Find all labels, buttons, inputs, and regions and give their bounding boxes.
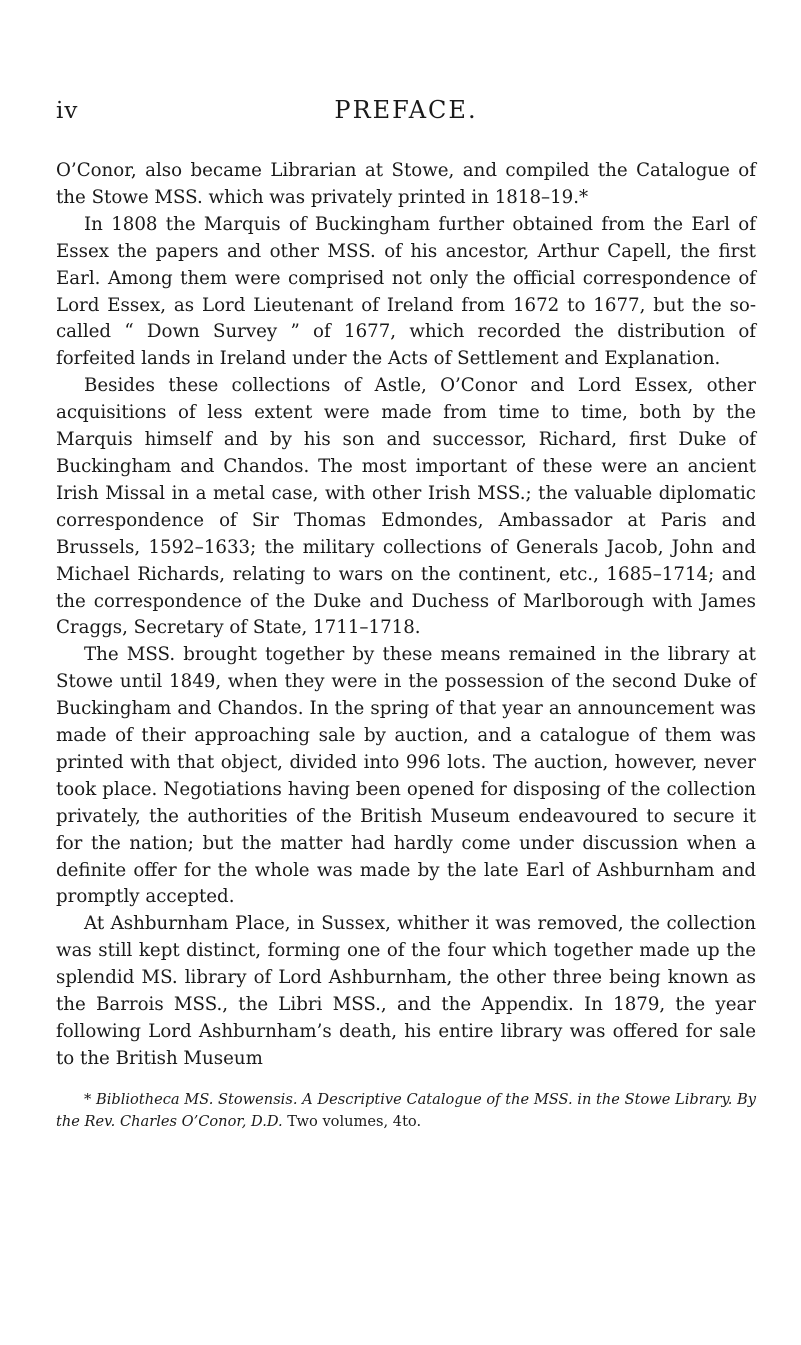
paragraph: O’Conor, also became Librarian at Stowe, and compiled the Catalogue of the Stowe MSS. which was privately printed in 1818–19.*: [56, 160, 756, 208]
running-head: [56, 96, 756, 136]
paragraph: The MSS. brought together by these means remained in the library at Stowe until 1849, when they were in the possession of the second Duke of Buckingham and Chandos. In the spring of that year an announcement was made of their approaching sale by auction, and a catalogue of them was printed with that object, divided into 996 lots. The auction, however, never took place. Negotiations having been opened for disposing of the collection privately, the authorities of the British Museum endeavoured to secure it for the nation; but the matter had hardly come under discussion when a definite offer for the whole was made by the late Earl of Ashburnham and promptly accepted.: [56, 644, 756, 908]
body-text: [56, 158, 756, 1073]
paragraph: At Ashburnham Place, in Sussex, whither it was removed, the collection was still kept distinct, forming one of the four which together made up the splendid MS. library of Lord Ashburnham, the other three being known as the Barrois MSS., the Libri MSS., and the Appendix. In 1879, the year following Lord Ashburnham’s death, his entire library was offered for sale to the British Museum: [56, 913, 756, 1069]
footnote-title: Bibliotheca MS. Stowensis. A Descriptive Catalogue of the MSS. in the Stowe Library. By the Rev. Charles O’Conor, D.D.: [56, 1090, 757, 1130]
footnote-marker: *: [84, 1090, 92, 1108]
footnote-text: Two volumes, 4to.: [282, 1112, 422, 1130]
page-number: iv: [56, 98, 79, 124]
footnote: [56, 1089, 756, 1133]
paragraph: In 1808 the Marquis of Buckingham further obtained from the Earl of Essex the papers and other MSS. of his ancestor, Arthur Capell, the first Earl. Among them were comprised not only the official correspondence of Lord Essex, as Lord Lieutenant of Ireland from 1672 to 1677, but the so-called “ Down Survey ” of 1677, which recorded the distribution of forfeited lands in Ireland under the Acts of Settlement and Explanation.: [56, 213, 756, 370]
page-title: PREFACE.: [334, 96, 478, 124]
paragraph: Besides these collections of Astle, O’Conor and Lord Essex, other acquisitions of less extent were made from time to time, both by the Marquis himself and by his son and successor, Richard, first Duke of Buckingham and Chandos. The most important of these were an ancient Irish Missal in a metal case, with other Irish MSS.; the valuable diplomatic correspondence of Sir Thomas Edmondes, Ambassador at Paris and Brussels, 1592–1633; the military collections of Generals Jacob, John and Michael Richards, relating to wars on the continent, etc., 1685–1714; and the correspondence of the Duke and Duchess of Marlborough with James Craggs, Secretary of State, 1711–1718.: [56, 375, 756, 639]
book-page: [56, 96, 756, 1133]
